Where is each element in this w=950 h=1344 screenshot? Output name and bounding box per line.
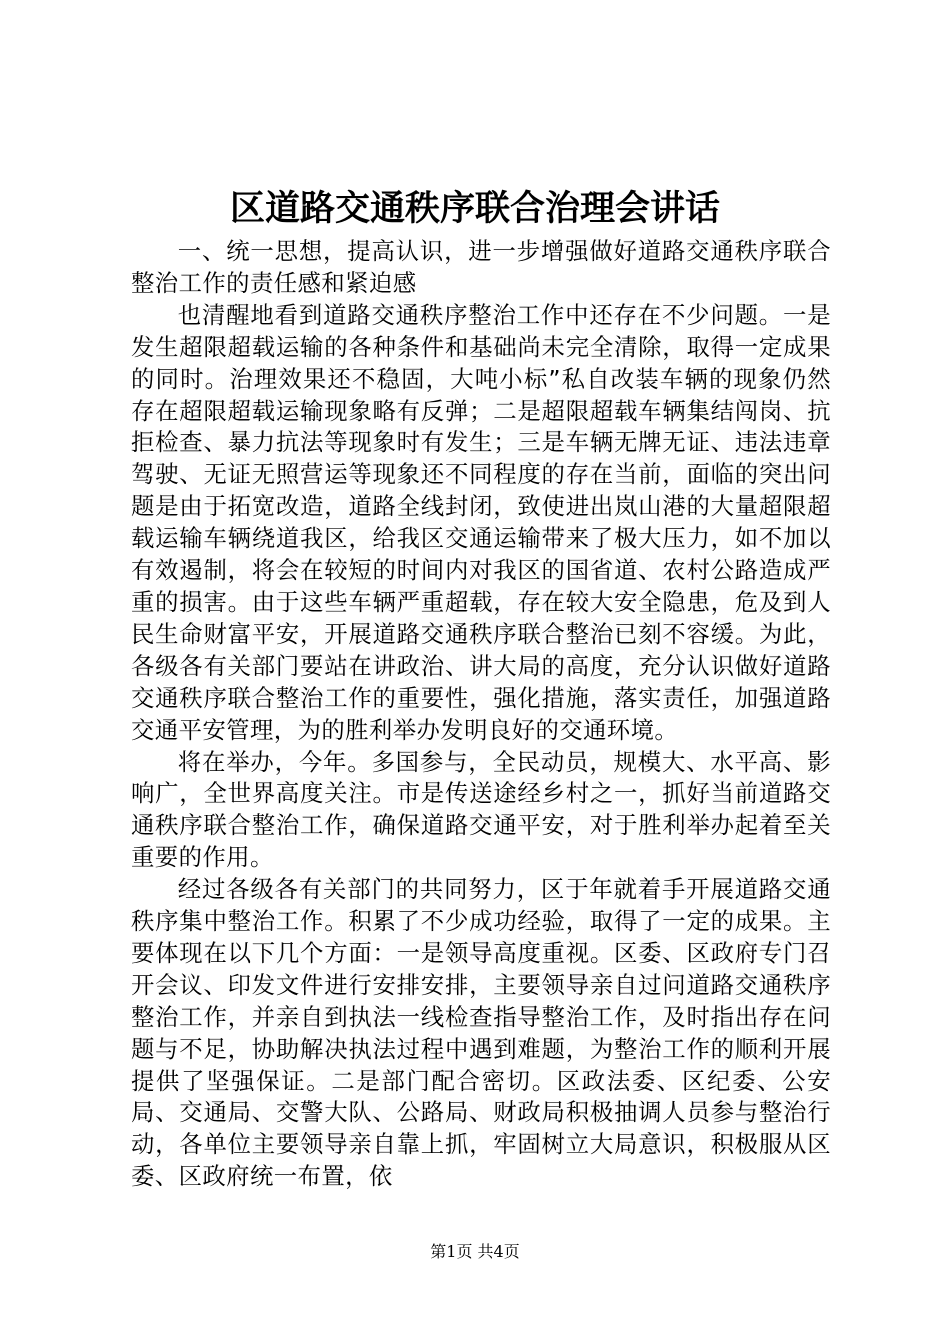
document-title: 区道路交通秩序联合治理会讲话 xyxy=(229,188,720,229)
paragraph: 一、统一思想，提高认识，进一步增强做好道路交通秩序联合整治工作的责任感和紧迫感 xyxy=(131,237,831,297)
paragraph: 也清醒地看到道路交通秩序整治工作中还存在不少问题。一是发生超限超载运输的各种条件和基础尚未完全清除，取得一定成果的同时。治理效果还不稳固，大吨小标”私自改装车辆的现象仍然存在超限超载运输现象略有反弹；二是超限超载车辆集结闯岗、抗拒检查、暴力抗法等现象时有发生；三是车辆无牌无证、违法违章驾驶、无证无照营运等现象还不同程度的存在当前，面临的突出问题是由于拓宽改造，道路全线封闭，致使进出岚山港的大量超限超载运输车辆绕道我区，给我区交通运输带来了极大压力，如不加以有效遏制，将会在较短的时间内对我区的国省道、农村公路造成严重的损害。由于这些车辆严重超载，存在较大安全隐患，危及到人民生命财富平安，开展道路交通秩序联合整治已刻不容缓。为此，各级各有关部门要站在讲政治、讲大局的高度，充分认识做好道路交通秩序联合整治工作的重要性，强化措施，落实责任，加强道路交通平安管理，为的胜利举办发明良好的交通环境。 xyxy=(131,300,831,744)
document-body xyxy=(131,236,831,1193)
paragraph: 经过各级各有关部门的共同努力，区于年就着手开展道路交通秩序集中整治工作。积累了不少成功经验，取得了一定的成果。主要体现在以下几个方面：一是领导高度重视。区委、区政府专门召开会议、印发文件进行安排安排，主要领导亲自过问道路交通秩序整治工作，并亲自到执法一线检查指导整治工作，及时指出存在问题与不足，协助解决执法过程中遇到难题，为整治工作的顺利开展提供了坚强保证。二是部门配合密切。区政法委、区纪委、公安局、交通局、交警大队、公路局、财政局积极抽调人员参与整治行动，各单位主要领导亲自靠上抓，牢固树立大局意识，积极服从区委、区政府统一布置，依 xyxy=(131,875,831,1191)
page-footer: 第1页 共4页 xyxy=(430,1242,520,1261)
paragraph: 将在举办，今年。多国参与，全民动员，规模大、水平高、影响广，全世界高度关注。市是传送途经乡村之一，抓好当前道路交通秩序联合整治工作，确保道路交通平安，对于胜利举办起着至关重要的作用。 xyxy=(131,747,831,872)
